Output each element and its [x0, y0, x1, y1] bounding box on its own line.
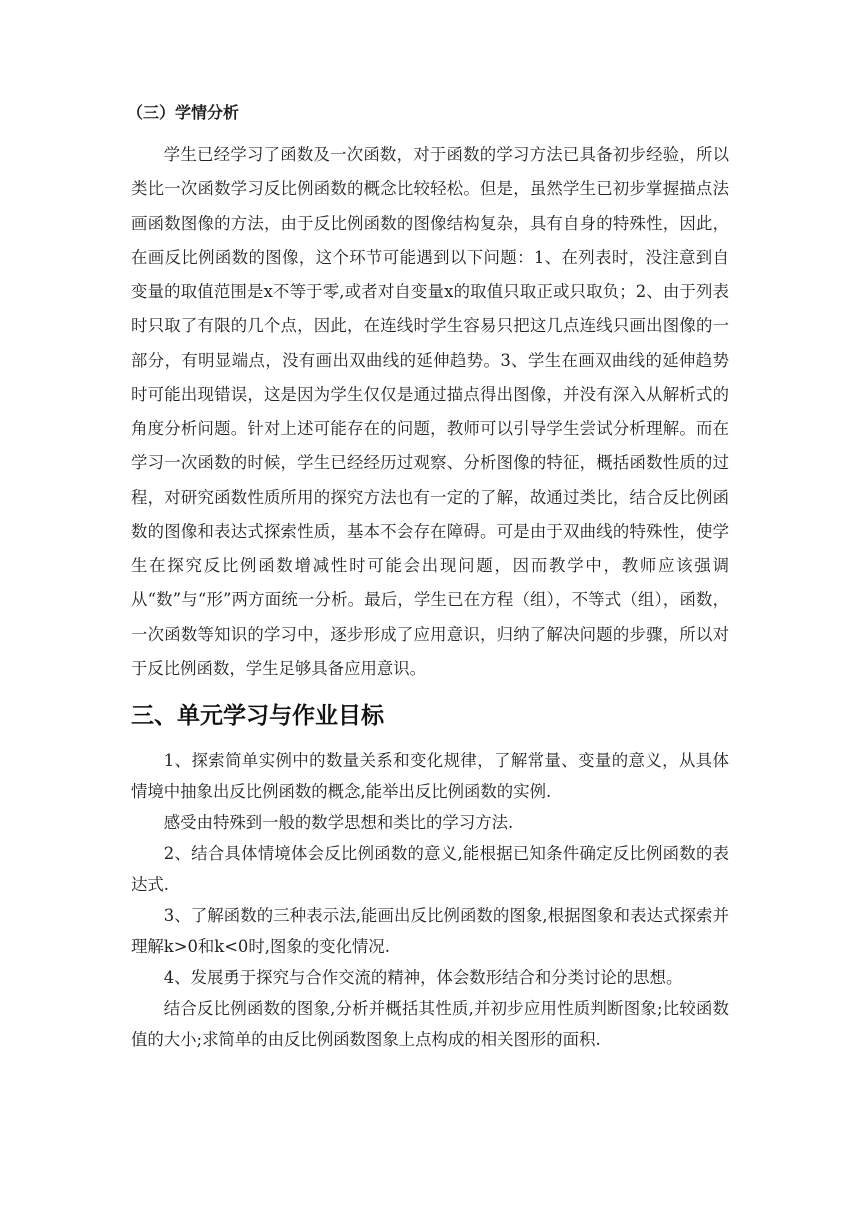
goal-paragraph: 2、结合具体情境体会反比例函数的意义,能根据已知条件确定反比例函数的表达式.	[131, 844, 729, 894]
analysis-paragraph: 学生已经学习了函数及一次函数，对于函数的学习方法已具备初步经验，所以类比一次函数学习反比例函数的概念比较轻松。但是，虽然学生已初步掌握描点法画函数图像的方法，由于反比例函数的图像结构复杂，具有自身的特殊性，因此，在画反比例函数的图像，这个环节可能遇到以下问题：1、在列表时，没注意到自变量的取值范围是x不等于零,或者对自变量x的取值只取正或只取负；2、由于列表时只取了有限的几个点，因此，在连线时学生容易只把这几点连线只画出图像的一部分，有明显端点，没有画出双曲线的延伸趋势。3、学生在画双曲线的延伸趋势时可能出现错误，这是因为学生仅仅是通过描点得出图像，并没有深入从解析式的角度分析问题。针对上述可能存在的问题，教师可以引导学生尝试分析理解。而在学习一次函数的时候，学生已经经历过观察、分析图像的特征，概括函数性质的过程，对研究函数性质所用的探究方法也有一定的了解，故通过类比，结合反比例函数的图像和表达式探索性质，基本不会存在障碍。可是由于双曲线的特殊性，使学生在探究反比例函数增减性时可能会出现问题，因而教学中，教师应该强调从“数”与“形”两方面统一分析。最后，学生已在方程（组），不等式（组），函数，一次函数等知识的学习中，逐步形成了应用意识，归纳了解决问题的步骤，所以对于反比例函数，学生足够具备应用意识。	[131, 145, 729, 678]
goal-paragraph: 1、探索简单实例中的数量关系和变化规律，了解常量、变量的意义，从具体情境中抽象出反比例函数的概念,能举出反比例函数的实例.	[131, 751, 729, 801]
goal-paragraph: 3、了解函数的三种表示法,能画出反比例函数的图象,根据图象和表达式探索并理解k>0和k<0时,图象的变化情况.	[131, 906, 729, 956]
section-subheading: （三）学情分析	[127, 103, 240, 122]
goal-paragraph: 4、发展勇于探究与合作交流的精神，体会数形结合和分类讨论的思想。	[163, 968, 683, 987]
goals-list	[131, 745, 729, 1055]
goal-paragraph: 感受由特殊到一般的数学思想和类比的学习方法.	[163, 813, 514, 832]
section-heading: 三、单元学习与作业目标	[131, 703, 384, 729]
goal-paragraph: 结合反比例函数的图象,分析并概括其性质,并初步应用性质判断图象;比较函数值的大小;求简单的由反比例函数图象上点构成的相关图形的面积.	[131, 999, 729, 1049]
